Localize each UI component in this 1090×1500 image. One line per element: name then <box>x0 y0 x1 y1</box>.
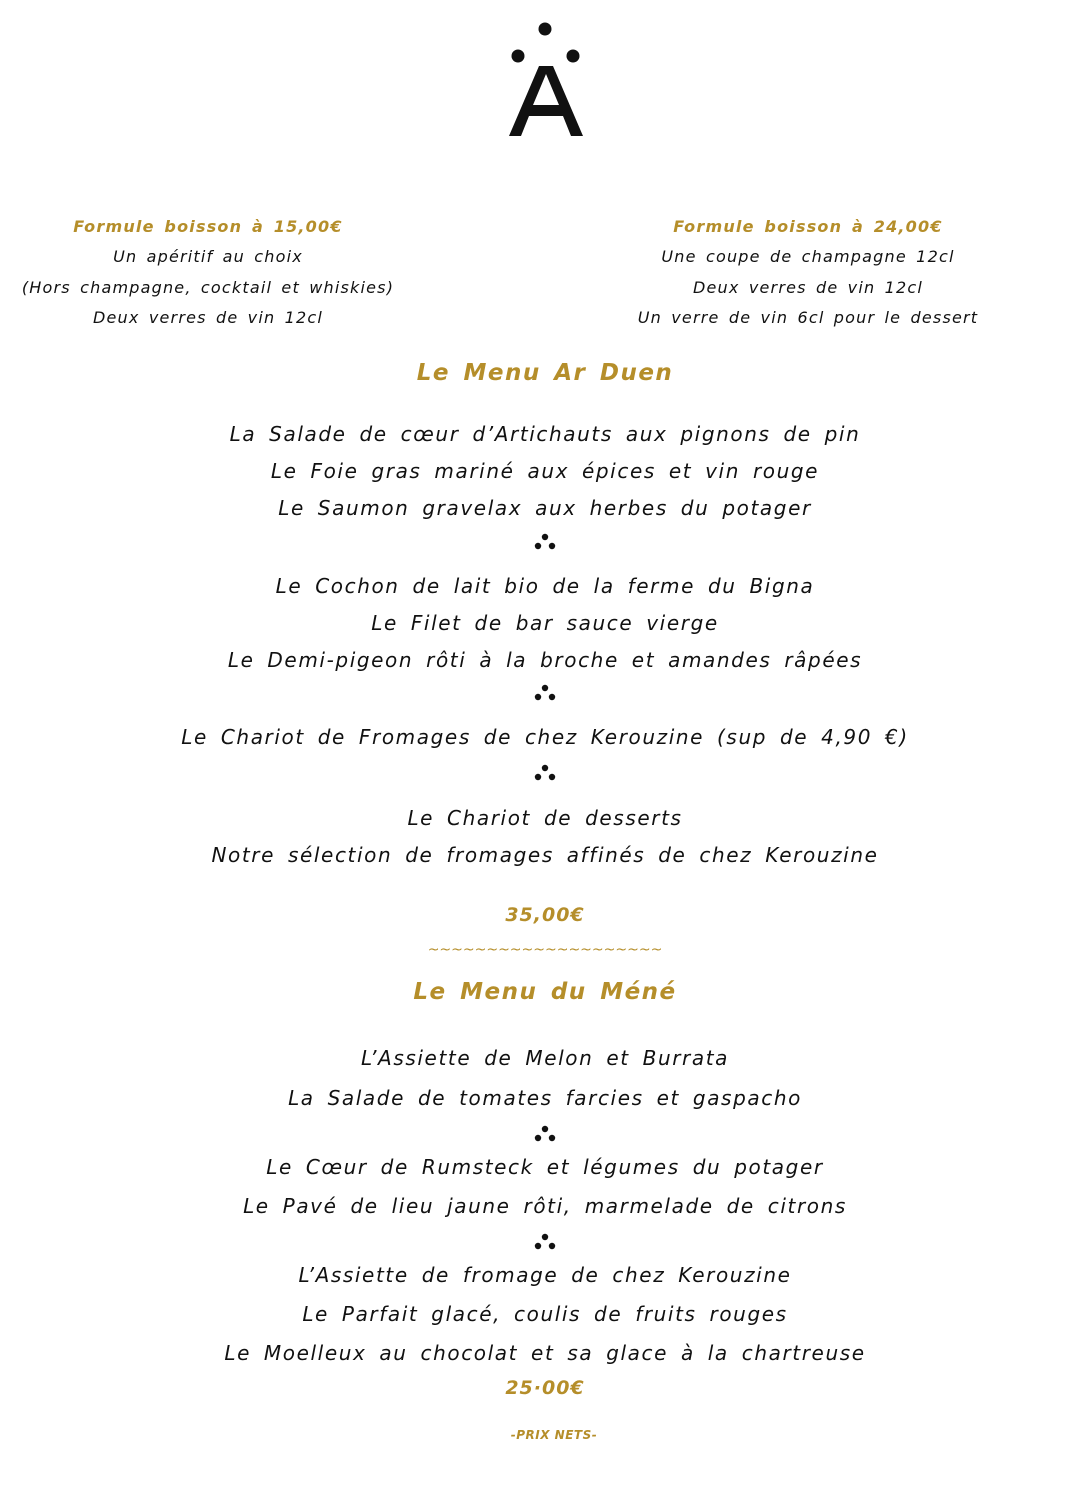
dish-item: Le Parfait glacé, coulis de fruits rouges <box>302 1302 788 1326</box>
dish-item: Le Foie gras mariné aux épices et vin rouge <box>270 459 820 483</box>
formula-title: Formule boisson à 24,00€ <box>673 217 943 236</box>
menu-ar-duen-title: Le Menu Ar Duen <box>416 360 674 386</box>
formula-line: Deux verres de vin 12cl <box>92 308 324 327</box>
menu-du-mene-price: 25·00€ <box>505 1377 585 1399</box>
drink-formula-15 <box>0 217 416 339</box>
dish-item: Le Cochon de lait bio de la ferme du Bigna <box>275 574 815 598</box>
formula-line: Deux verres de vin 12cl <box>692 277 924 297</box>
three-dots-separator-icon <box>534 533 556 551</box>
formula-title: Formule boisson à 15,00€ <box>73 217 343 236</box>
dish-item: Le Pavé de lieu jaune rôti, marmelade de citrons <box>243 1194 847 1218</box>
formula-line: Une coupe de champagne 12cl <box>661 247 955 266</box>
dish-item: Le Saumon gravelax aux herbes du potager <box>278 496 812 520</box>
three-dots-separator-icon <box>534 1125 556 1143</box>
dish-item: Le Demi-pigeon rôti à la broche et amandes râpées <box>227 648 863 672</box>
dish-item: L’Assiette de Melon et Burrata <box>360 1046 730 1070</box>
three-dots-separator-icon <box>534 764 556 782</box>
tilde-divider: ~~~~~~~~~~~~~~~~~~~~ <box>427 942 663 958</box>
menu-du-mene-title: Le Menu du Méné <box>413 979 677 1005</box>
dish-item: La Salade de tomates farcies et gaspacho <box>288 1086 802 1110</box>
dish-item: Le Chariot de desserts <box>407 806 683 830</box>
menu-ar-duen-price: 35,00€ <box>505 904 585 926</box>
formula-line: Un verre de vin 6cl pour le dessert <box>637 308 979 327</box>
formula-line: (Hors champagne, cocktail et whiskies) <box>21 277 395 297</box>
a-with-three-dots-logo <box>509 22 583 136</box>
dish-item: Le Chariot de Fromages de chez Kerouzine (sup de 4,90 €) <box>181 725 909 749</box>
drink-formula-24 <box>630 217 986 339</box>
dish-item: La Salade de cœur d’Artichauts aux pignons de pin <box>229 422 861 446</box>
prix-nets-note: -PRIX NETS- <box>510 1428 598 1442</box>
dish-item: Le Filet de bar sauce vierge <box>371 611 719 635</box>
dish-item: Le Cœur de Rumsteck et légumes du potager <box>266 1155 824 1179</box>
dish-item: Le Moelleux au chocolat et sa glace à la chartreuse <box>224 1341 866 1365</box>
three-dots-separator-icon <box>534 684 556 702</box>
three-dots-separator-icon <box>534 1233 556 1251</box>
dish-item: L’Assiette de fromage de chez Kerouzine <box>298 1263 792 1287</box>
dish-item: Notre sélection de fromages affinés de chez Kerouzine <box>211 843 879 867</box>
formula-line: Un apéritif au choix <box>113 247 303 266</box>
